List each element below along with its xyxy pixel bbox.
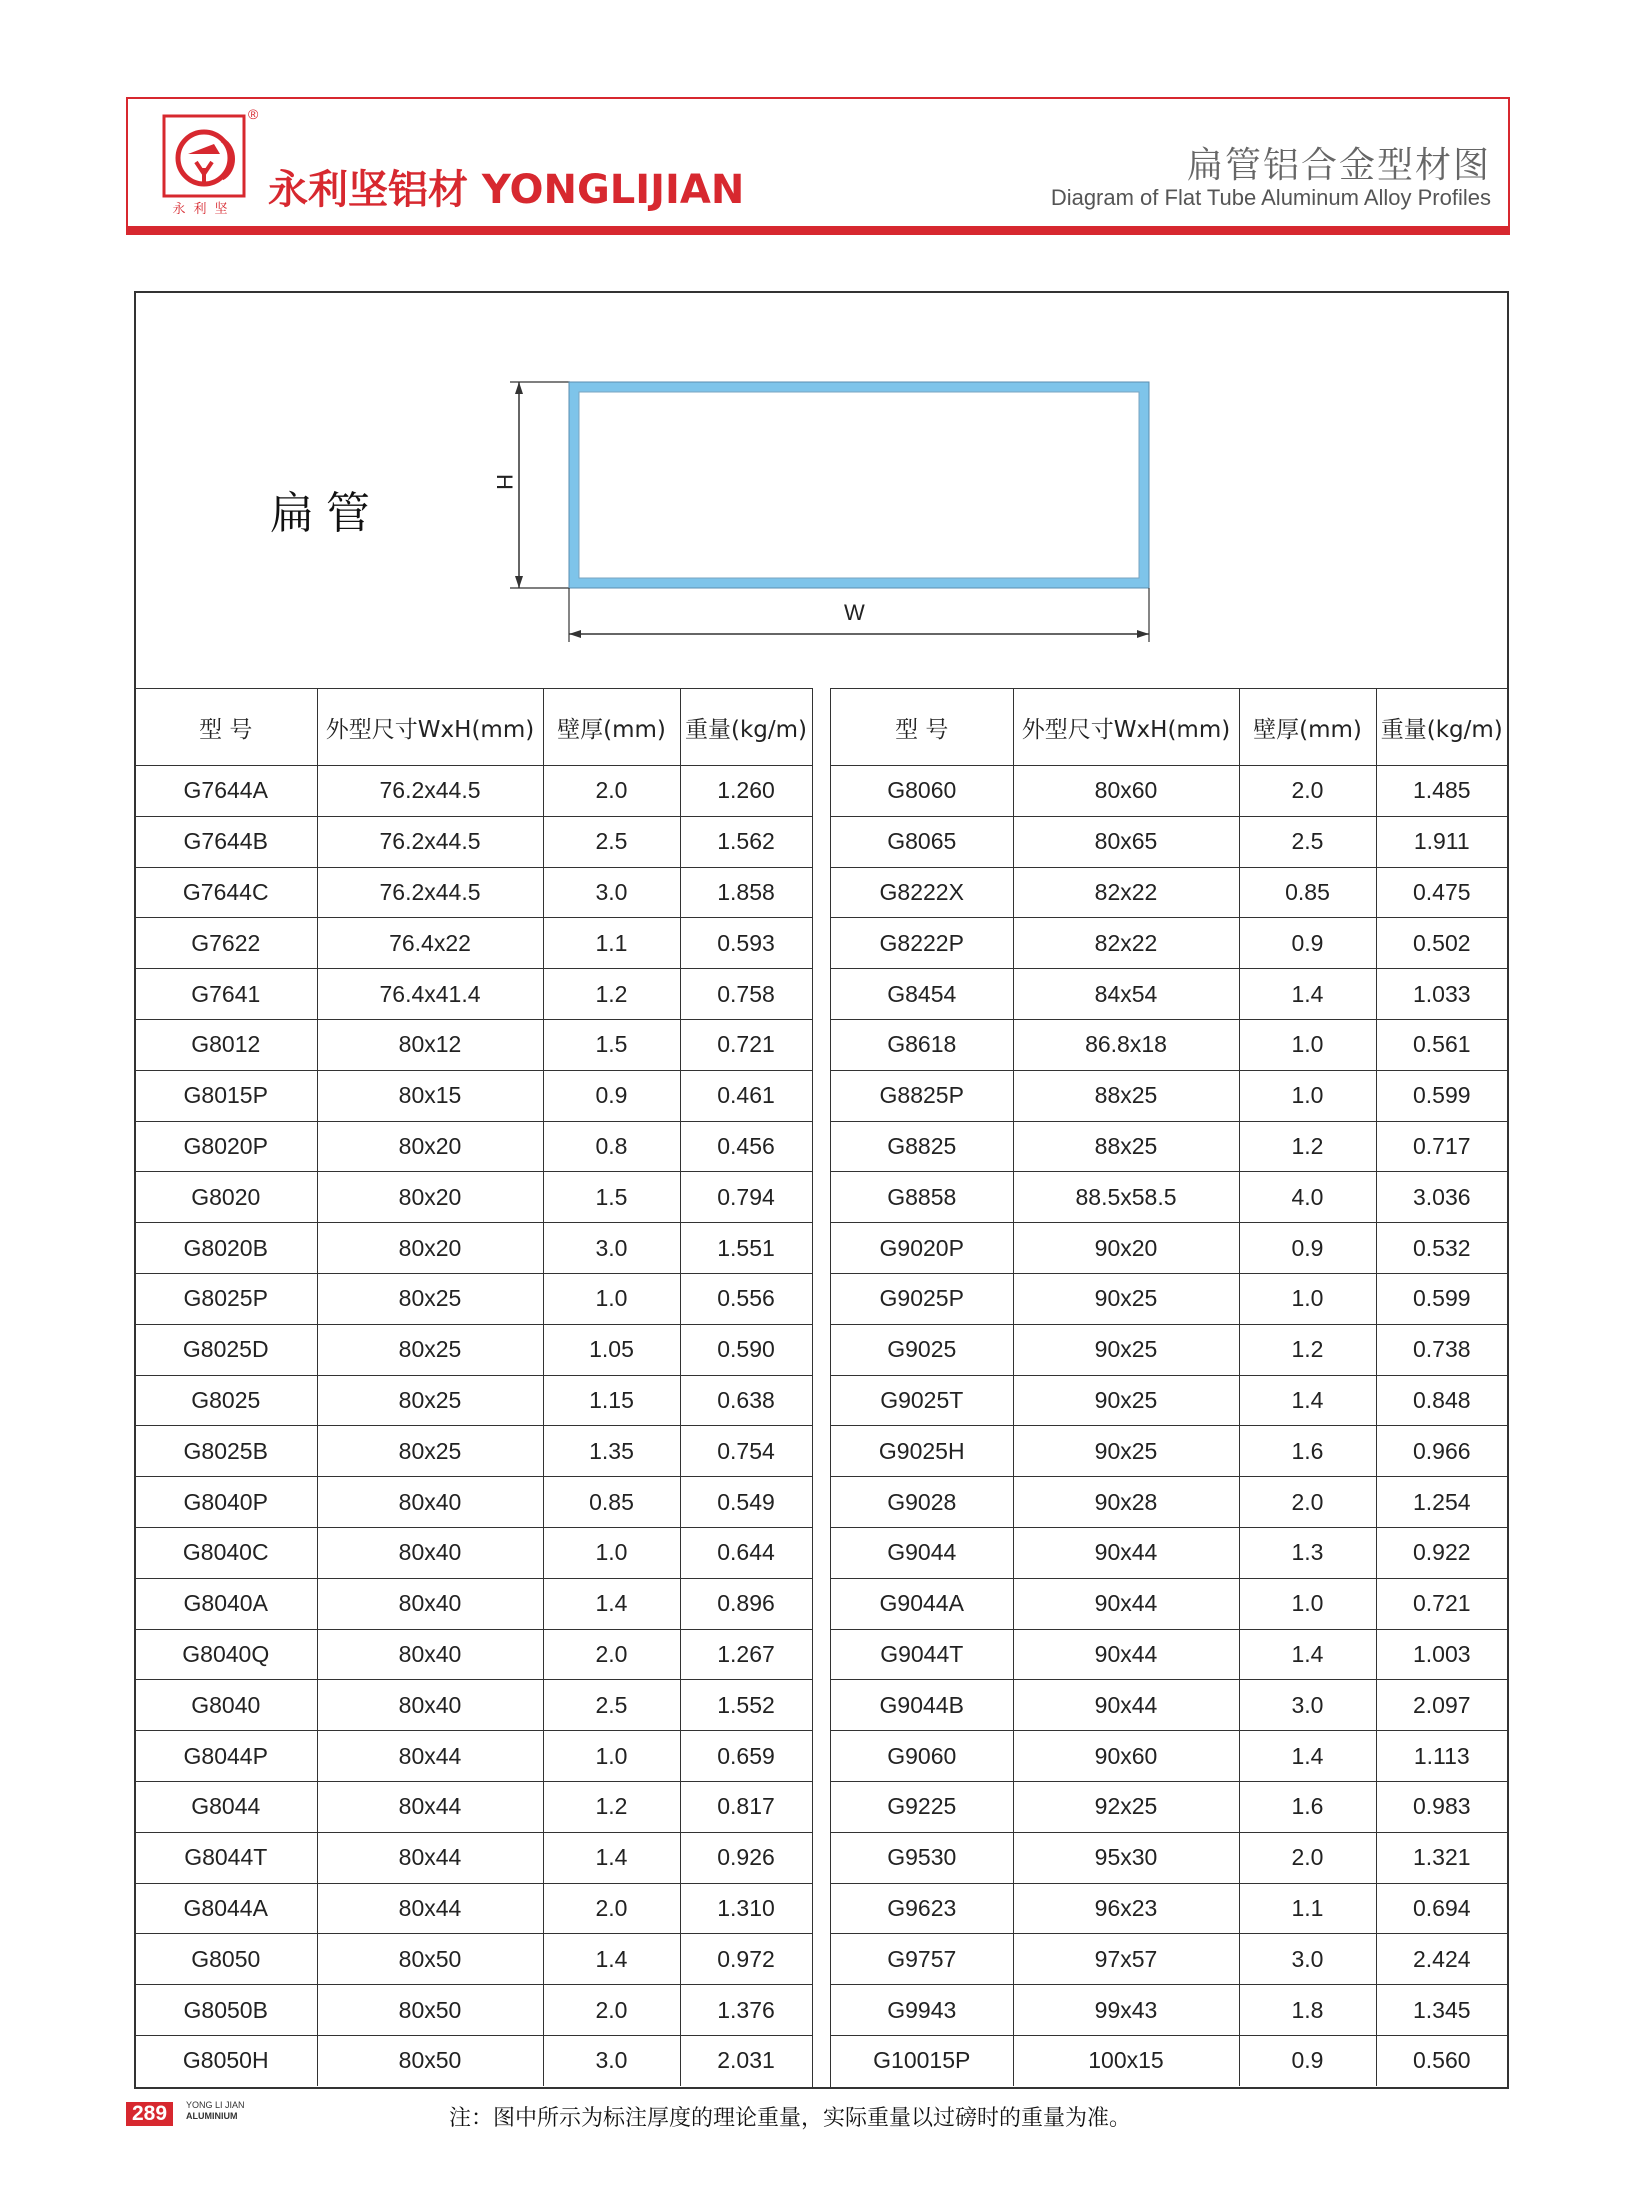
table-row xyxy=(831,1273,1507,1324)
cell-model: G8825P xyxy=(831,1070,1013,1121)
cell-dimensions: 80x25 xyxy=(317,1426,543,1477)
cell-model: G8222P xyxy=(831,918,1013,969)
cell-wall-thickness: 0.85 xyxy=(1239,867,1376,918)
cell-wall-thickness: 2.5 xyxy=(1239,816,1376,867)
table-row xyxy=(135,816,812,867)
cell-weight: 0.738 xyxy=(1376,1324,1507,1375)
cell-weight: 0.721 xyxy=(680,1019,812,1070)
cell-model: G9044 xyxy=(831,1527,1013,1578)
cell-dimensions: 90x25 xyxy=(1013,1375,1239,1426)
spec-table-right xyxy=(831,688,1507,2086)
cell-wall-thickness: 2.5 xyxy=(543,816,680,867)
table-row xyxy=(135,766,812,817)
cell-dimensions: 90x25 xyxy=(1013,1324,1239,1375)
table-row xyxy=(135,1273,812,1324)
cell-model: G8222X xyxy=(831,867,1013,918)
cell-model: G8044P xyxy=(135,1731,317,1782)
table-row xyxy=(135,1985,812,2036)
cell-weight: 2.097 xyxy=(1376,1680,1507,1731)
cell-weight: 0.717 xyxy=(1376,1121,1507,1172)
table-row xyxy=(135,867,812,918)
cell-weight: 1.254 xyxy=(1376,1477,1507,1528)
cell-wall-thickness: 1.0 xyxy=(1239,1019,1376,1070)
cell-weight: 3.036 xyxy=(1376,1172,1507,1223)
table-row xyxy=(831,1731,1507,1782)
cell-wall-thickness: 2.0 xyxy=(543,1629,680,1680)
cell-dimensions: 80x60 xyxy=(1013,766,1239,817)
cell-weight: 2.031 xyxy=(680,2035,812,2085)
cell-wall-thickness: 1.0 xyxy=(543,1273,680,1324)
cell-dimensions: 80x40 xyxy=(317,1680,543,1731)
cell-model: G8040A xyxy=(135,1578,317,1629)
cell-dimensions: 90x44 xyxy=(1013,1578,1239,1629)
cell-weight: 0.475 xyxy=(1376,867,1507,918)
cell-dimensions: 80x50 xyxy=(317,1985,543,2036)
cell-dimensions: 76.4x41.4 xyxy=(317,969,543,1020)
cell-weight: 0.754 xyxy=(680,1426,812,1477)
cell-weight: 1.911 xyxy=(1376,816,1507,867)
cell-model: G9044T xyxy=(831,1629,1013,1680)
cell-model: G9025 xyxy=(831,1324,1013,1375)
cell-dimensions: 95x30 xyxy=(1013,1832,1239,1883)
cell-weight: 1.858 xyxy=(680,867,812,918)
cell-dimensions: 80x25 xyxy=(317,1324,543,1375)
cell-wall-thickness: 4.0 xyxy=(1239,1172,1376,1223)
cell-model: G8825 xyxy=(831,1121,1013,1172)
cell-wall-thickness: 1.5 xyxy=(543,1172,680,1223)
header-weight: 重量(kg/m) xyxy=(680,689,812,766)
cell-weight: 1.033 xyxy=(1376,969,1507,1020)
header-model: 型 号 xyxy=(831,689,1013,766)
cell-wall-thickness: 1.0 xyxy=(543,1731,680,1782)
cell-model: G8015P xyxy=(135,1070,317,1121)
table-row xyxy=(135,1731,812,1782)
cell-wall-thickness: 1.15 xyxy=(543,1375,680,1426)
cell-model: G9943 xyxy=(831,1985,1013,2036)
cell-dimensions: 80x44 xyxy=(317,1731,543,1782)
cell-weight: 0.561 xyxy=(1376,1019,1507,1070)
cell-weight: 0.922 xyxy=(1376,1527,1507,1578)
cell-wall-thickness: 2.0 xyxy=(543,1883,680,1934)
table-row xyxy=(831,1985,1507,2036)
cell-dimensions: 92x25 xyxy=(1013,1781,1239,1832)
footer-brand-line1: YONG LI JIAN xyxy=(186,2100,245,2110)
cell-model: G8040C xyxy=(135,1527,317,1578)
cell-weight: 1.552 xyxy=(680,1680,812,1731)
table-header-row xyxy=(135,689,812,766)
cell-dimensions: 80x25 xyxy=(317,1375,543,1426)
page-number: 289 xyxy=(126,2102,173,2126)
cell-dimensions: 80x44 xyxy=(317,1832,543,1883)
table-row xyxy=(831,1883,1507,1934)
cell-wall-thickness: 1.5 xyxy=(543,1019,680,1070)
cell-model: G8025D xyxy=(135,1324,317,1375)
cell-wall-thickness: 0.85 xyxy=(543,1477,680,1528)
cell-dimensions: 82x22 xyxy=(1013,867,1239,918)
header-wall-thickness: 壁厚(mm) xyxy=(543,689,680,766)
cell-model: G8040 xyxy=(135,1680,317,1731)
table-row xyxy=(831,1578,1507,1629)
cell-weight: 1.260 xyxy=(680,766,812,817)
cell-weight: 0.926 xyxy=(680,1832,812,1883)
cell-dimensions: 99x43 xyxy=(1013,1985,1239,2036)
cell-weight: 0.638 xyxy=(680,1375,812,1426)
cell-dimensions: 80x50 xyxy=(317,1934,543,1985)
cell-model: G8065 xyxy=(831,816,1013,867)
table-row xyxy=(831,1934,1507,1985)
cell-weight: 0.972 xyxy=(680,1934,812,1985)
table-row xyxy=(831,1680,1507,1731)
cell-dimensions: 88x25 xyxy=(1013,1070,1239,1121)
table-header-row xyxy=(831,689,1507,766)
table-row xyxy=(135,1324,812,1375)
table-row xyxy=(831,867,1507,918)
table-row xyxy=(831,1781,1507,1832)
flat-tube-profile-diagram xyxy=(500,370,1170,650)
cell-weight: 0.896 xyxy=(680,1578,812,1629)
cell-model: G8025B xyxy=(135,1426,317,1477)
cell-wall-thickness: 3.0 xyxy=(543,867,680,918)
header-model: 型 号 xyxy=(135,689,317,766)
table-row xyxy=(831,969,1507,1020)
cell-wall-thickness: 1.8 xyxy=(1239,1985,1376,2036)
cell-weight: 0.560 xyxy=(1376,2035,1507,2085)
cell-model: G8020B xyxy=(135,1223,317,1274)
cell-weight: 0.659 xyxy=(680,1731,812,1782)
page-title-en: Diagram of Flat Tube Aluminum Alloy Profiles xyxy=(1050,185,1491,210)
cell-dimensions: 80x65 xyxy=(1013,816,1239,867)
header-rule xyxy=(126,226,1510,235)
cell-wall-thickness: 0.9 xyxy=(1239,918,1376,969)
cell-model: G8025 xyxy=(135,1375,317,1426)
brand-name: 永利坚铝材 YONGLIJIAN xyxy=(268,167,745,213)
cell-dimensions: 76.4x22 xyxy=(317,918,543,969)
cell-wall-thickness: 3.0 xyxy=(1239,1680,1376,1731)
spec-table-left xyxy=(135,688,813,2086)
cell-model: G8044T xyxy=(135,1832,317,1883)
cell-model: G8044A xyxy=(135,1883,317,1934)
table-body-left xyxy=(135,766,812,2086)
cell-weight: 1.562 xyxy=(680,816,812,867)
cell-dimensions: 90x25 xyxy=(1013,1426,1239,1477)
cell-wall-thickness: 1.4 xyxy=(1239,969,1376,1020)
cell-wall-thickness: 1.4 xyxy=(543,1578,680,1629)
table-row xyxy=(135,1527,812,1578)
registered-mark: ® xyxy=(248,106,259,122)
table-body-right xyxy=(831,766,1507,2086)
table-row xyxy=(135,1375,812,1426)
cell-model: G8050B xyxy=(135,1985,317,2036)
table-row xyxy=(135,1121,812,1172)
cell-wall-thickness: 0.9 xyxy=(543,1070,680,1121)
cell-model: G9025P xyxy=(831,1273,1013,1324)
cell-weight: 0.532 xyxy=(1376,1223,1507,1274)
cell-model: G9060 xyxy=(831,1731,1013,1782)
cell-weight: 0.848 xyxy=(1376,1375,1507,1426)
cell-dimensions: 80x40 xyxy=(317,1477,543,1528)
cell-wall-thickness: 1.0 xyxy=(1239,1273,1376,1324)
cell-weight: 0.461 xyxy=(680,1070,812,1121)
table-row xyxy=(831,816,1507,867)
header-wall-thickness: 壁厚(mm) xyxy=(1239,689,1376,766)
cell-wall-thickness: 1.35 xyxy=(543,1426,680,1477)
cell-wall-thickness: 3.0 xyxy=(543,1223,680,1274)
logo-caption: 永利坚 xyxy=(172,202,236,217)
cell-dimensions: 80x40 xyxy=(317,1578,543,1629)
table-row xyxy=(135,1223,812,1274)
cell-model: G9044A xyxy=(831,1578,1013,1629)
cell-weight: 0.599 xyxy=(1376,1273,1507,1324)
table-row xyxy=(831,1324,1507,1375)
cell-model: G9757 xyxy=(831,1934,1013,1985)
cell-weight: 0.502 xyxy=(1376,918,1507,969)
cell-wall-thickness: 1.2 xyxy=(1239,1324,1376,1375)
table-row xyxy=(135,1070,812,1121)
cell-dimensions: 80x20 xyxy=(317,1121,543,1172)
cell-model: G9044B xyxy=(831,1680,1013,1731)
cell-weight: 0.593 xyxy=(680,918,812,969)
cell-model: G9028 xyxy=(831,1477,1013,1528)
cell-model: G9025H xyxy=(831,1426,1013,1477)
table-row xyxy=(831,1477,1507,1528)
table-row xyxy=(135,1883,812,1934)
cell-dimensions: 90x44 xyxy=(1013,1680,1239,1731)
cell-weight: 0.590 xyxy=(680,1324,812,1375)
cell-model: G8020P xyxy=(135,1121,317,1172)
cell-dimensions: 86.8x18 xyxy=(1013,1019,1239,1070)
cell-weight: 0.758 xyxy=(680,969,812,1020)
table-row xyxy=(135,1629,812,1680)
width-dimension-label: W xyxy=(844,600,865,625)
cell-weight: 0.817 xyxy=(680,1781,812,1832)
cell-model: G8020 xyxy=(135,1172,317,1223)
footer-brand-line2: ALUMINIUM xyxy=(186,2111,238,2121)
cell-wall-thickness: 1.2 xyxy=(543,969,680,1020)
cell-model: G7622 xyxy=(135,918,317,969)
cell-model: G9025T xyxy=(831,1375,1013,1426)
table-row xyxy=(831,1019,1507,1070)
cell-dimensions: 80x40 xyxy=(317,1527,543,1578)
cell-model: G8040Q xyxy=(135,1629,317,1680)
cell-weight: 0.456 xyxy=(680,1121,812,1172)
cell-dimensions: 80x20 xyxy=(317,1223,543,1274)
cell-model: G8040P xyxy=(135,1477,317,1528)
table-row xyxy=(135,1934,812,1985)
cell-dimensions: 80x15 xyxy=(317,1070,543,1121)
cell-model: G8454 xyxy=(831,969,1013,1020)
cell-model: G8050H xyxy=(135,2035,317,2085)
cell-model: G8025P xyxy=(135,1273,317,1324)
cell-dimensions: 82x22 xyxy=(1013,918,1239,969)
cell-model: G8618 xyxy=(831,1019,1013,1070)
cell-dimensions: 88.5x58.5 xyxy=(1013,1172,1239,1223)
cell-weight: 0.721 xyxy=(1376,1578,1507,1629)
table-row xyxy=(831,1832,1507,1883)
footer-brand xyxy=(186,2100,245,2122)
cell-dimensions: 88x25 xyxy=(1013,1121,1239,1172)
cell-weight: 1.003 xyxy=(1376,1629,1507,1680)
cell-weight: 1.310 xyxy=(680,1883,812,1934)
cell-dimensions: 80x44 xyxy=(317,1883,543,1934)
cell-dimensions: 76.2x44.5 xyxy=(317,816,543,867)
table-row xyxy=(831,1375,1507,1426)
cell-wall-thickness: 1.0 xyxy=(1239,1578,1376,1629)
cell-dimensions: 90x44 xyxy=(1013,1527,1239,1578)
cell-dimensions: 80x50 xyxy=(317,2035,543,2085)
height-dimension-label: H xyxy=(491,474,517,490)
cell-model: G9020P xyxy=(831,1223,1013,1274)
cell-weight: 1.267 xyxy=(680,1629,812,1680)
cell-dimensions: 80x40 xyxy=(317,1629,543,1680)
cell-weight: 2.424 xyxy=(1376,1934,1507,1985)
cell-weight: 0.549 xyxy=(680,1477,812,1528)
cell-wall-thickness: 1.4 xyxy=(543,1934,680,1985)
table-row xyxy=(831,1070,1507,1121)
cell-weight: 0.644 xyxy=(680,1527,812,1578)
cell-wall-thickness: 0.9 xyxy=(1239,1223,1376,1274)
cell-dimensions: 76.2x44.5 xyxy=(317,867,543,918)
table-row xyxy=(135,1172,812,1223)
table-row xyxy=(135,1578,812,1629)
table-row xyxy=(831,918,1507,969)
cell-wall-thickness: 2.0 xyxy=(1239,1832,1376,1883)
cell-weight: 0.794 xyxy=(680,1172,812,1223)
table-row xyxy=(831,2035,1507,2085)
cell-wall-thickness: 1.1 xyxy=(1239,1883,1376,1934)
cell-wall-thickness: 0.9 xyxy=(1239,2035,1376,2085)
cell-dimensions: 97x57 xyxy=(1013,1934,1239,1985)
cell-dimensions: 80x25 xyxy=(317,1273,543,1324)
cell-model: G7641 xyxy=(135,969,317,1020)
cell-dimensions: 84x54 xyxy=(1013,969,1239,1020)
cell-model: G7644A xyxy=(135,766,317,817)
table-row xyxy=(135,1477,812,1528)
cell-model: G9623 xyxy=(831,1883,1013,1934)
cell-model: G7644B xyxy=(135,816,317,867)
table-row xyxy=(135,1680,812,1731)
cell-dimensions: 90x25 xyxy=(1013,1273,1239,1324)
cell-wall-thickness: 0.8 xyxy=(543,1121,680,1172)
cell-wall-thickness: 1.2 xyxy=(543,1781,680,1832)
cell-wall-thickness: 1.6 xyxy=(1239,1781,1376,1832)
cell-weight: 1.345 xyxy=(1376,1985,1507,2036)
cell-model: G8044 xyxy=(135,1781,317,1832)
page-title-cn: 扁管铝合金型材图 xyxy=(1186,145,1491,186)
footnote: 注：图中所示为标注厚度的理论重量，实际重量以过磅时的重量为准。 xyxy=(449,2106,1132,2131)
cell-model: G8012 xyxy=(135,1019,317,1070)
table-row xyxy=(831,1121,1507,1172)
cell-wall-thickness: 1.4 xyxy=(543,1832,680,1883)
cell-wall-thickness: 1.4 xyxy=(1239,1629,1376,1680)
cell-weight: 1.321 xyxy=(1376,1832,1507,1883)
table-row xyxy=(831,1629,1507,1680)
cell-model: G7644C xyxy=(135,867,317,918)
cell-dimensions: 100x15 xyxy=(1013,2035,1239,2085)
header-dimensions: 外型尺寸WxH(mm) xyxy=(317,689,543,766)
cell-weight: 0.556 xyxy=(680,1273,812,1324)
table-row xyxy=(831,766,1507,817)
brand-logo-icon xyxy=(162,114,246,198)
tube-inner-cavity xyxy=(579,392,1139,578)
table-divider xyxy=(812,688,831,2087)
cell-wall-thickness: 2.0 xyxy=(543,766,680,817)
cell-dimensions: 90x44 xyxy=(1013,1629,1239,1680)
cell-model: G8060 xyxy=(831,766,1013,817)
cell-weight: 0.599 xyxy=(1376,1070,1507,1121)
table-row xyxy=(135,1019,812,1070)
cell-weight: 0.694 xyxy=(1376,1883,1507,1934)
cell-dimensions: 80x12 xyxy=(317,1019,543,1070)
cell-dimensions: 96x23 xyxy=(1013,1883,1239,1934)
cell-wall-thickness: 2.0 xyxy=(1239,766,1376,817)
cell-dimensions: 80x44 xyxy=(317,1781,543,1832)
cell-dimensions: 76.2x44.5 xyxy=(317,766,543,817)
cell-wall-thickness: 1.0 xyxy=(1239,1070,1376,1121)
cell-model: G9530 xyxy=(831,1832,1013,1883)
cell-wall-thickness: 2.0 xyxy=(543,1985,680,2036)
cell-wall-thickness: 3.0 xyxy=(1239,1934,1376,1985)
cell-model: G8050 xyxy=(135,1934,317,1985)
cell-weight: 0.966 xyxy=(1376,1426,1507,1477)
table-row xyxy=(831,1527,1507,1578)
cell-dimensions: 90x28 xyxy=(1013,1477,1239,1528)
table-row xyxy=(135,1832,812,1883)
cell-wall-thickness: 1.4 xyxy=(1239,1375,1376,1426)
cell-weight: 1.376 xyxy=(680,1985,812,2036)
table-row xyxy=(831,1426,1507,1477)
table-row xyxy=(135,2035,812,2085)
cell-weight: 0.983 xyxy=(1376,1781,1507,1832)
cell-weight: 1.551 xyxy=(680,1223,812,1274)
cell-wall-thickness: 1.05 xyxy=(543,1324,680,1375)
profile-label: 扁管 xyxy=(270,488,382,539)
table-row xyxy=(135,918,812,969)
cell-dimensions: 80x20 xyxy=(317,1172,543,1223)
cell-wall-thickness: 1.2 xyxy=(1239,1121,1376,1172)
table-row xyxy=(135,1426,812,1477)
cell-dimensions: 90x60 xyxy=(1013,1731,1239,1782)
cell-model: G8858 xyxy=(831,1172,1013,1223)
table-row xyxy=(135,1781,812,1832)
cell-wall-thickness: 2.5 xyxy=(543,1680,680,1731)
cell-wall-thickness: 3.0 xyxy=(543,2035,680,2085)
table-row xyxy=(135,969,812,1020)
cell-dimensions: 90x20 xyxy=(1013,1223,1239,1274)
cell-wall-thickness: 1.0 xyxy=(543,1527,680,1578)
cell-wall-thickness: 1.4 xyxy=(1239,1731,1376,1782)
cell-model: G10015P xyxy=(831,2035,1013,2085)
cell-weight: 1.113 xyxy=(1376,1731,1507,1782)
cell-wall-thickness: 1.6 xyxy=(1239,1426,1376,1477)
cell-weight: 1.485 xyxy=(1376,766,1507,817)
cell-wall-thickness: 1.3 xyxy=(1239,1527,1376,1578)
cell-model: G9225 xyxy=(831,1781,1013,1832)
table-row xyxy=(831,1223,1507,1274)
table-row xyxy=(831,1172,1507,1223)
header-weight: 重量(kg/m) xyxy=(1376,689,1507,766)
cell-wall-thickness: 1.1 xyxy=(543,918,680,969)
cell-wall-thickness: 2.0 xyxy=(1239,1477,1376,1528)
header-dimensions: 外型尺寸WxH(mm) xyxy=(1013,689,1239,766)
